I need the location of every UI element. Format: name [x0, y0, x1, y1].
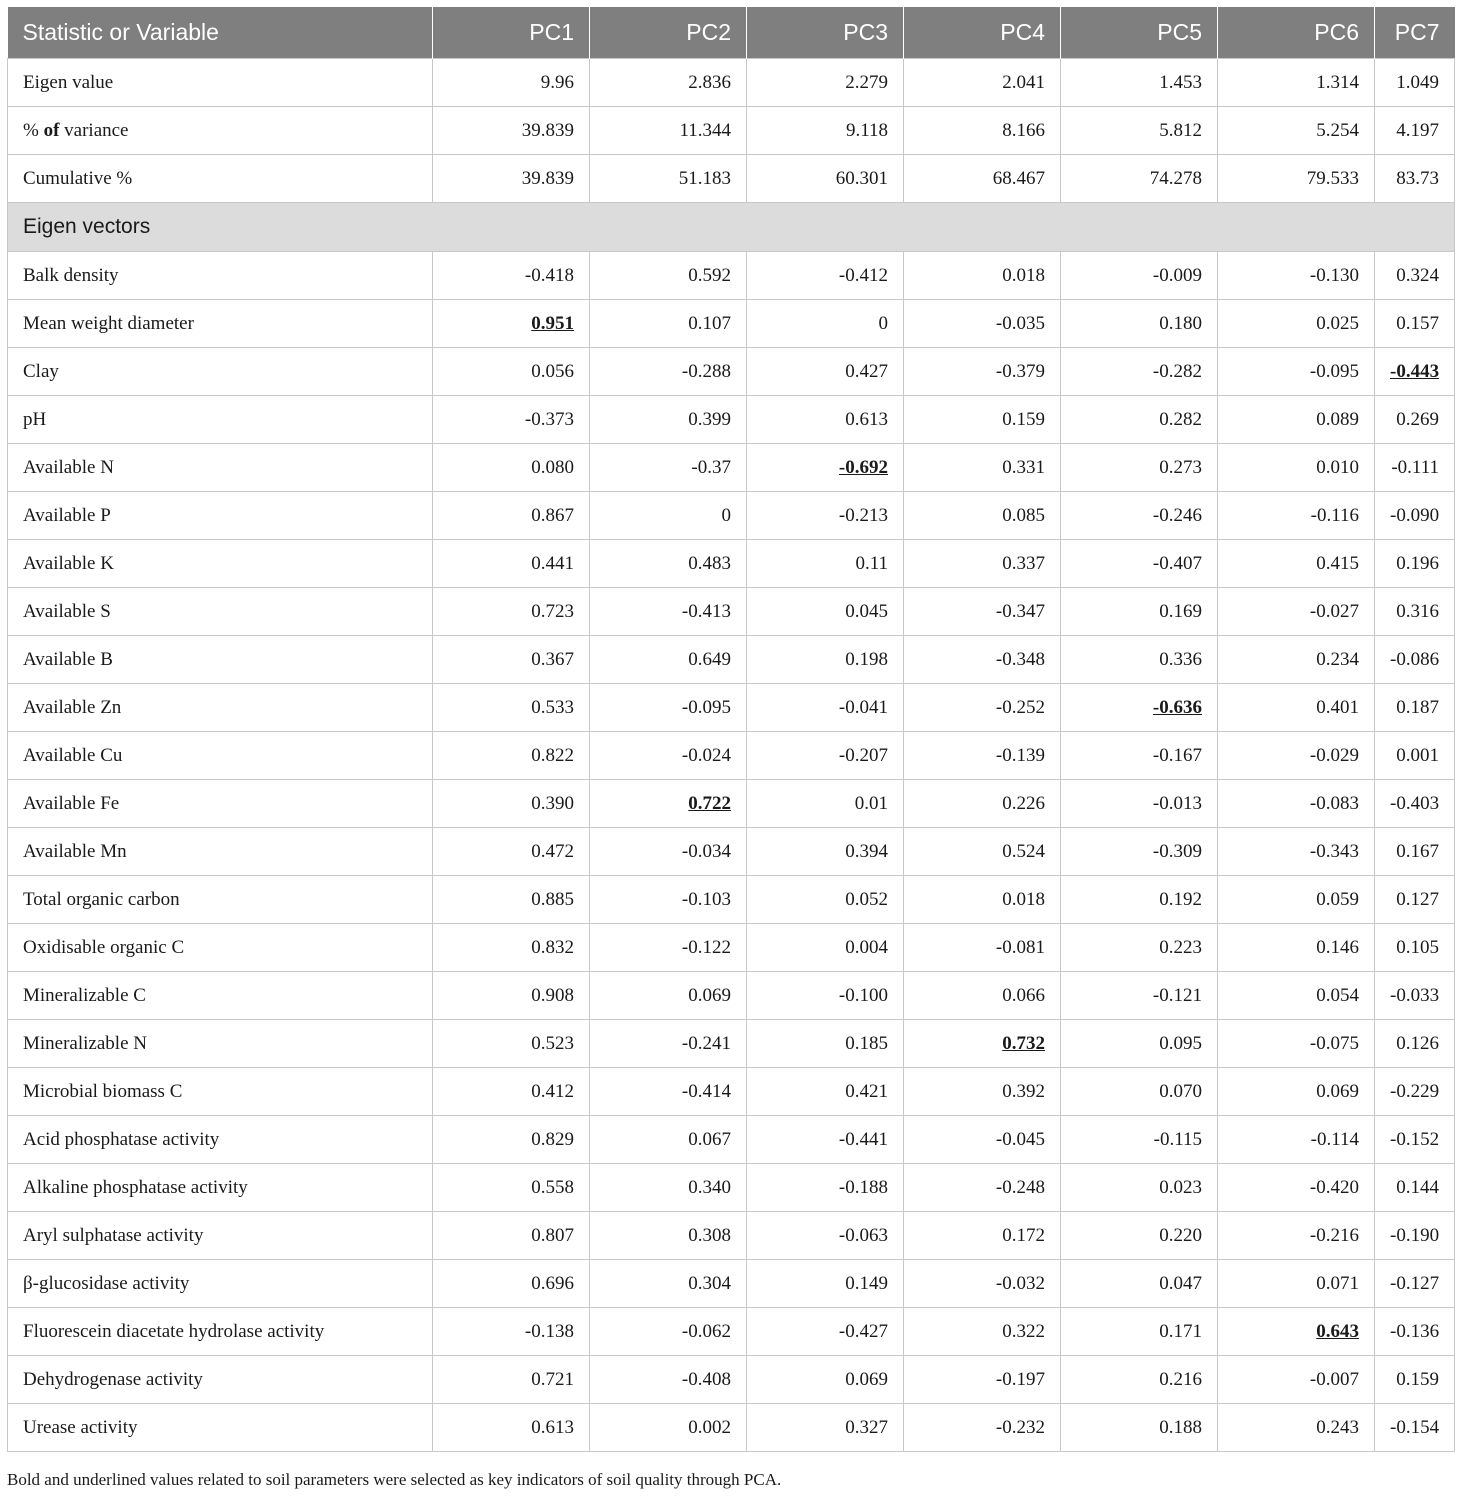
cell-value: 0.524 — [904, 828, 1061, 876]
header-cell-pc1: PC1 — [433, 7, 590, 59]
cell-value: -0.035 — [904, 300, 1061, 348]
cell-value: 0.071 — [1218, 1260, 1375, 1308]
cell-value: -0.027 — [1218, 588, 1375, 636]
cell-value: -0.075 — [1218, 1020, 1375, 1068]
cell-value: 0.185 — [747, 1020, 904, 1068]
cell-value: 0.169 — [1061, 588, 1218, 636]
row-label: Available N — [8, 444, 433, 492]
cell-value: -0.188 — [747, 1164, 904, 1212]
cell-value: -0.138 — [433, 1308, 590, 1356]
cell-value — [433, 300, 590, 348]
row-label: Available B — [8, 636, 433, 684]
header-row — [8, 7, 1455, 59]
cell-value: 0.308 — [590, 1212, 747, 1260]
cell-value: -0.412 — [747, 252, 904, 300]
table-container — [7, 7, 1453, 1452]
cell-value: -0.116 — [1218, 492, 1375, 540]
cell-value: 0.390 — [433, 780, 590, 828]
cell-value: -0.111 — [1375, 444, 1455, 492]
table-row — [8, 780, 1455, 828]
cell-value: 0.056 — [433, 348, 590, 396]
section-label: Eigen vectors — [8, 203, 1455, 252]
cell-value: 0.059 — [1218, 876, 1375, 924]
cell-value: 0.885 — [433, 876, 590, 924]
cell-value: -0.441 — [747, 1116, 904, 1164]
cell-value: 0.427 — [747, 348, 904, 396]
table-row — [8, 732, 1455, 780]
cell-value: 0.441 — [433, 540, 590, 588]
cell-value: -0.252 — [904, 684, 1061, 732]
cell-value: -0.033 — [1375, 972, 1455, 1020]
cell-value: 0.047 — [1061, 1260, 1218, 1308]
table-row — [8, 636, 1455, 684]
cell-value: -0.024 — [590, 732, 747, 780]
cell-value: 0.01 — [747, 780, 904, 828]
cell-value: 0.188 — [1061, 1404, 1218, 1452]
cell-value: 0.412 — [433, 1068, 590, 1116]
row-label-pre: % — [23, 119, 44, 141]
row-label: Total organic carbon — [8, 876, 433, 924]
table-row — [8, 1068, 1455, 1116]
row-label: Mineralizable N — [8, 1020, 433, 1068]
table-row — [8, 1356, 1455, 1404]
cell-value: 0.226 — [904, 780, 1061, 828]
cell-value: 0.196 — [1375, 540, 1455, 588]
cell-value: 0.483 — [590, 540, 747, 588]
cell-value: -0.403 — [1375, 780, 1455, 828]
table-row — [8, 1260, 1455, 1308]
cell-value: 0.592 — [590, 252, 747, 300]
row-label: Aryl sulphatase activity — [8, 1212, 433, 1260]
cell-value: 0 — [747, 300, 904, 348]
key-indicator-value: 0.732 — [1002, 1032, 1045, 1054]
cell-value: -0.213 — [747, 492, 904, 540]
key-indicator-value: 0.951 — [531, 312, 574, 334]
cell-value: 0.052 — [747, 876, 904, 924]
table-row — [8, 1164, 1455, 1212]
cell-value: -0.413 — [590, 588, 747, 636]
table-row — [8, 492, 1455, 540]
cell-value: -0.041 — [747, 684, 904, 732]
table-row — [8, 1020, 1455, 1068]
row-label — [8, 107, 433, 155]
cell-value: 74.278 — [1061, 155, 1218, 203]
cell-value: 0.001 — [1375, 732, 1455, 780]
row-label: Urease activity — [8, 1404, 433, 1452]
cell-value: 0.198 — [747, 636, 904, 684]
table-row — [8, 396, 1455, 444]
cell-value: 0.807 — [433, 1212, 590, 1260]
cell-value: 0.045 — [747, 588, 904, 636]
cell-value: -0.348 — [904, 636, 1061, 684]
cell-value: 9.118 — [747, 107, 904, 155]
cell-value: 4.197 — [1375, 107, 1455, 155]
cell-value: 0.324 — [1375, 252, 1455, 300]
row-label: Available P — [8, 492, 433, 540]
cell-value: -0.229 — [1375, 1068, 1455, 1116]
pca-table — [7, 7, 1455, 1452]
cell-value: 0.829 — [433, 1116, 590, 1164]
cell-value: 0.127 — [1375, 876, 1455, 924]
cell-value: -0.032 — [904, 1260, 1061, 1308]
cell-value: -0.095 — [1218, 348, 1375, 396]
cell-value: 0.095 — [1061, 1020, 1218, 1068]
cell-value — [747, 444, 904, 492]
cell-value: -0.216 — [1218, 1212, 1375, 1260]
cell-value: -0.139 — [904, 732, 1061, 780]
cell-value: -0.288 — [590, 348, 747, 396]
cell-value: -0.122 — [590, 924, 747, 972]
cell-value — [590, 780, 747, 828]
table-body — [8, 59, 1455, 1452]
table-row — [8, 1212, 1455, 1260]
cell-value — [904, 1020, 1061, 1068]
cell-value: 0.023 — [1061, 1164, 1218, 1212]
table-row — [8, 972, 1455, 1020]
cell-value: 0.523 — [433, 1020, 590, 1068]
row-label: Available K — [8, 540, 433, 588]
cell-value: -0.062 — [590, 1308, 747, 1356]
cell-value: 0.018 — [904, 252, 1061, 300]
cell-value: 11.344 — [590, 107, 747, 155]
cell-value: -0.034 — [590, 828, 747, 876]
cell-value: 0.649 — [590, 636, 747, 684]
cell-value: 0.367 — [433, 636, 590, 684]
row-label: Microbial biomass C — [8, 1068, 433, 1116]
table-row — [8, 252, 1455, 300]
cell-value: 0.066 — [904, 972, 1061, 1020]
cell-value: -0.343 — [1218, 828, 1375, 876]
cell-value: 0.392 — [904, 1068, 1061, 1116]
cell-value: 0.223 — [1061, 924, 1218, 972]
cell-value: -0.420 — [1218, 1164, 1375, 1212]
cell-value: -0.373 — [433, 396, 590, 444]
cell-value: -0.029 — [1218, 732, 1375, 780]
cell-value — [1061, 684, 1218, 732]
cell-value: 0.146 — [1218, 924, 1375, 972]
cell-value: 0.159 — [904, 396, 1061, 444]
cell-value: -0.190 — [1375, 1212, 1455, 1260]
cell-value: 39.839 — [433, 107, 590, 155]
cell-value: 0.11 — [747, 540, 904, 588]
cell-value: -0.063 — [747, 1212, 904, 1260]
cell-value: 0.394 — [747, 828, 904, 876]
row-label-post: variance — [59, 119, 129, 141]
cell-value: -0.013 — [1061, 780, 1218, 828]
cell-value: 0.340 — [590, 1164, 747, 1212]
cell-value: -0.309 — [1061, 828, 1218, 876]
cell-value: 0.613 — [747, 396, 904, 444]
header-cell-pc7: PC7 — [1375, 7, 1455, 59]
cell-value: 0.304 — [590, 1260, 747, 1308]
cell-value: 0.157 — [1375, 300, 1455, 348]
table-row — [8, 444, 1455, 492]
stat-row-eigen-value — [8, 59, 1455, 107]
header-cell-pc3: PC3 — [747, 7, 904, 59]
cell-value: 2.041 — [904, 59, 1061, 107]
cell-value: -0.241 — [590, 1020, 747, 1068]
row-label: Fluorescein diacetate hydrolase activity — [8, 1308, 433, 1356]
row-label: Available Cu — [8, 732, 433, 780]
cell-value: 0.220 — [1061, 1212, 1218, 1260]
cell-value: -0.009 — [1061, 252, 1218, 300]
table-row — [8, 1116, 1455, 1164]
row-label: Available Zn — [8, 684, 433, 732]
cell-value: 0.558 — [433, 1164, 590, 1212]
cell-value: 0.010 — [1218, 444, 1375, 492]
cell-value: -0.414 — [590, 1068, 747, 1116]
cell-value: 0.149 — [747, 1260, 904, 1308]
cell-value: -0.136 — [1375, 1308, 1455, 1356]
cell-value: 2.279 — [747, 59, 904, 107]
cell-value: 0.172 — [904, 1212, 1061, 1260]
cell-value: -0.427 — [747, 1308, 904, 1356]
cell-value: 0.721 — [433, 1356, 590, 1404]
cell-value: -0.045 — [904, 1116, 1061, 1164]
row-label: Acid phosphatase activity — [8, 1116, 433, 1164]
cell-value: 0.867 — [433, 492, 590, 540]
cell-value: 2.836 — [590, 59, 747, 107]
cell-value: 0.316 — [1375, 588, 1455, 636]
cell-value: -0.081 — [904, 924, 1061, 972]
row-label: Mean weight diameter — [8, 300, 433, 348]
cell-value: 0.822 — [433, 732, 590, 780]
cell-value: 0.002 — [590, 1404, 747, 1452]
cell-value: -0.347 — [904, 588, 1061, 636]
cell-value: 0.723 — [433, 588, 590, 636]
cell-value: 68.467 — [904, 155, 1061, 203]
table-row — [8, 1308, 1455, 1356]
cell-value: 0.472 — [433, 828, 590, 876]
cell-value: 0.696 — [433, 1260, 590, 1308]
table-row — [8, 876, 1455, 924]
key-indicator-value: -0.443 — [1390, 360, 1440, 382]
cell-value: -0.083 — [1218, 780, 1375, 828]
cell-value: -0.408 — [590, 1356, 747, 1404]
table-row — [8, 348, 1455, 396]
cell-value: -0.095 — [590, 684, 747, 732]
row-label: Dehydrogenase activity — [8, 1356, 433, 1404]
cell-value: -0.086 — [1375, 636, 1455, 684]
cell-value: 0.105 — [1375, 924, 1455, 972]
row-label: Available Fe — [8, 780, 433, 828]
cell-value — [1218, 1308, 1375, 1356]
row-label: Mineralizable C — [8, 972, 433, 1020]
cell-value: 0.832 — [433, 924, 590, 972]
table-row — [8, 684, 1455, 732]
cell-value: -0.103 — [590, 876, 747, 924]
cell-value: 0.089 — [1218, 396, 1375, 444]
row-label: Oxidisable organic C — [8, 924, 433, 972]
cell-value: -0.207 — [747, 732, 904, 780]
cell-value: 0.336 — [1061, 636, 1218, 684]
cell-value: -0.100 — [747, 972, 904, 1020]
key-indicator-value: -0.636 — [1152, 696, 1202, 718]
cell-value: 0.144 — [1375, 1164, 1455, 1212]
cell-value: 8.166 — [904, 107, 1061, 155]
cell-value: 0.167 — [1375, 828, 1455, 876]
cell-value: 0.080 — [433, 444, 590, 492]
table-footnote: Bold and underlined values related to soil parameters were selected as key indicators of soil quality through PCA. — [7, 1470, 782, 1489]
cell-value: 0.067 — [590, 1116, 747, 1164]
row-label: pH — [8, 396, 433, 444]
cell-value: 0.421 — [747, 1068, 904, 1116]
header-cell-pc4: PC4 — [904, 7, 1061, 59]
table-header — [8, 7, 1455, 59]
key-indicator-value: 0.643 — [1316, 1320, 1359, 1342]
cell-value: 0.613 — [433, 1404, 590, 1452]
cell-value: 5.812 — [1061, 107, 1218, 155]
cell-value: 0.187 — [1375, 684, 1455, 732]
cell-value: 0.085 — [904, 492, 1061, 540]
cell-value: 0.401 — [1218, 684, 1375, 732]
cell-value: -0.37 — [590, 444, 747, 492]
cell-value: 0.018 — [904, 876, 1061, 924]
table-row — [8, 924, 1455, 972]
row-label: Eigen value — [8, 59, 433, 107]
cell-value: 0.322 — [904, 1308, 1061, 1356]
cell-value: 9.96 — [433, 59, 590, 107]
cell-value: -0.130 — [1218, 252, 1375, 300]
cell-value — [1375, 348, 1455, 396]
cell-value: 0.004 — [747, 924, 904, 972]
header-cell-pc2: PC2 — [590, 7, 747, 59]
cell-value: -0.152 — [1375, 1116, 1455, 1164]
row-label: Available S — [8, 588, 433, 636]
cell-value: 0.107 — [590, 300, 747, 348]
cell-value: 0.216 — [1061, 1356, 1218, 1404]
section-row-eigen-vectors — [8, 203, 1455, 252]
cell-value: -0.407 — [1061, 540, 1218, 588]
cell-value: 0.327 — [747, 1404, 904, 1452]
cell-value: 0.192 — [1061, 876, 1218, 924]
table-row — [8, 828, 1455, 876]
cell-value: 0.269 — [1375, 396, 1455, 444]
cell-value: 0.069 — [1218, 1068, 1375, 1116]
cell-value: 83.73 — [1375, 155, 1455, 203]
cell-value: 0.908 — [433, 972, 590, 1020]
cell-value: -0.197 — [904, 1356, 1061, 1404]
cell-value: -0.154 — [1375, 1404, 1455, 1452]
cell-value: -0.248 — [904, 1164, 1061, 1212]
row-label: β-glucosidase activity — [8, 1260, 433, 1308]
cell-value: -0.282 — [1061, 348, 1218, 396]
cell-value: 0.069 — [747, 1356, 904, 1404]
table-row — [8, 540, 1455, 588]
cell-value: -0.246 — [1061, 492, 1218, 540]
cell-value: 0.234 — [1218, 636, 1375, 684]
table-row — [8, 1404, 1455, 1452]
cell-value: 60.301 — [747, 155, 904, 203]
cell-value: 5.254 — [1218, 107, 1375, 155]
cell-value: 0.282 — [1061, 396, 1218, 444]
cell-value: 1.453 — [1061, 59, 1218, 107]
cell-value: 0.069 — [590, 972, 747, 1020]
cell-value: 0.337 — [904, 540, 1061, 588]
cell-value: 0.171 — [1061, 1308, 1218, 1356]
row-label: Available Mn — [8, 828, 433, 876]
row-label: Alkaline phosphatase activity — [8, 1164, 433, 1212]
cell-value: 0 — [590, 492, 747, 540]
stat-row-variance — [8, 107, 1455, 155]
cell-value: 0.070 — [1061, 1068, 1218, 1116]
key-indicator-value: -0.692 — [838, 456, 888, 478]
stat-row-cumulative — [8, 155, 1455, 203]
header-cell-variable: Statistic or Variable — [8, 7, 433, 59]
cell-value: -0.090 — [1375, 492, 1455, 540]
cell-value: -0.007 — [1218, 1356, 1375, 1404]
header-cell-pc5: PC5 — [1061, 7, 1218, 59]
cell-value: -0.115 — [1061, 1116, 1218, 1164]
cell-value: 0.159 — [1375, 1356, 1455, 1404]
cell-value: 0.054 — [1218, 972, 1375, 1020]
cell-value: -0.121 — [1061, 972, 1218, 1020]
table-row — [8, 588, 1455, 636]
cell-value: 51.183 — [590, 155, 747, 203]
cell-value: -0.418 — [433, 252, 590, 300]
cell-value: -0.127 — [1375, 1260, 1455, 1308]
cell-value: 0.180 — [1061, 300, 1218, 348]
cell-value: 79.533 — [1218, 155, 1375, 203]
row-label: Cumulative % — [8, 155, 433, 203]
cell-value: 0.025 — [1218, 300, 1375, 348]
cell-value: 1.314 — [1218, 59, 1375, 107]
cell-value: 0.273 — [1061, 444, 1218, 492]
cell-value: 0.533 — [433, 684, 590, 732]
cell-value: 0.415 — [1218, 540, 1375, 588]
row-label: Balk density — [8, 252, 433, 300]
cell-value: 0.331 — [904, 444, 1061, 492]
cell-value: -0.232 — [904, 1404, 1061, 1452]
cell-value: -0.167 — [1061, 732, 1218, 780]
cell-value: 0.126 — [1375, 1020, 1455, 1068]
cell-value: -0.114 — [1218, 1116, 1375, 1164]
cell-value: 0.399 — [590, 396, 747, 444]
header-cell-pc6: PC6 — [1218, 7, 1375, 59]
cell-value: 1.049 — [1375, 59, 1455, 107]
key-indicator-value: 0.722 — [688, 792, 731, 814]
row-label: Clay — [8, 348, 433, 396]
cell-value: -0.379 — [904, 348, 1061, 396]
cell-value: 39.839 — [433, 155, 590, 203]
row-label-bold: of — [43, 119, 60, 141]
cell-value: 0.243 — [1218, 1404, 1375, 1452]
table-row — [8, 300, 1455, 348]
